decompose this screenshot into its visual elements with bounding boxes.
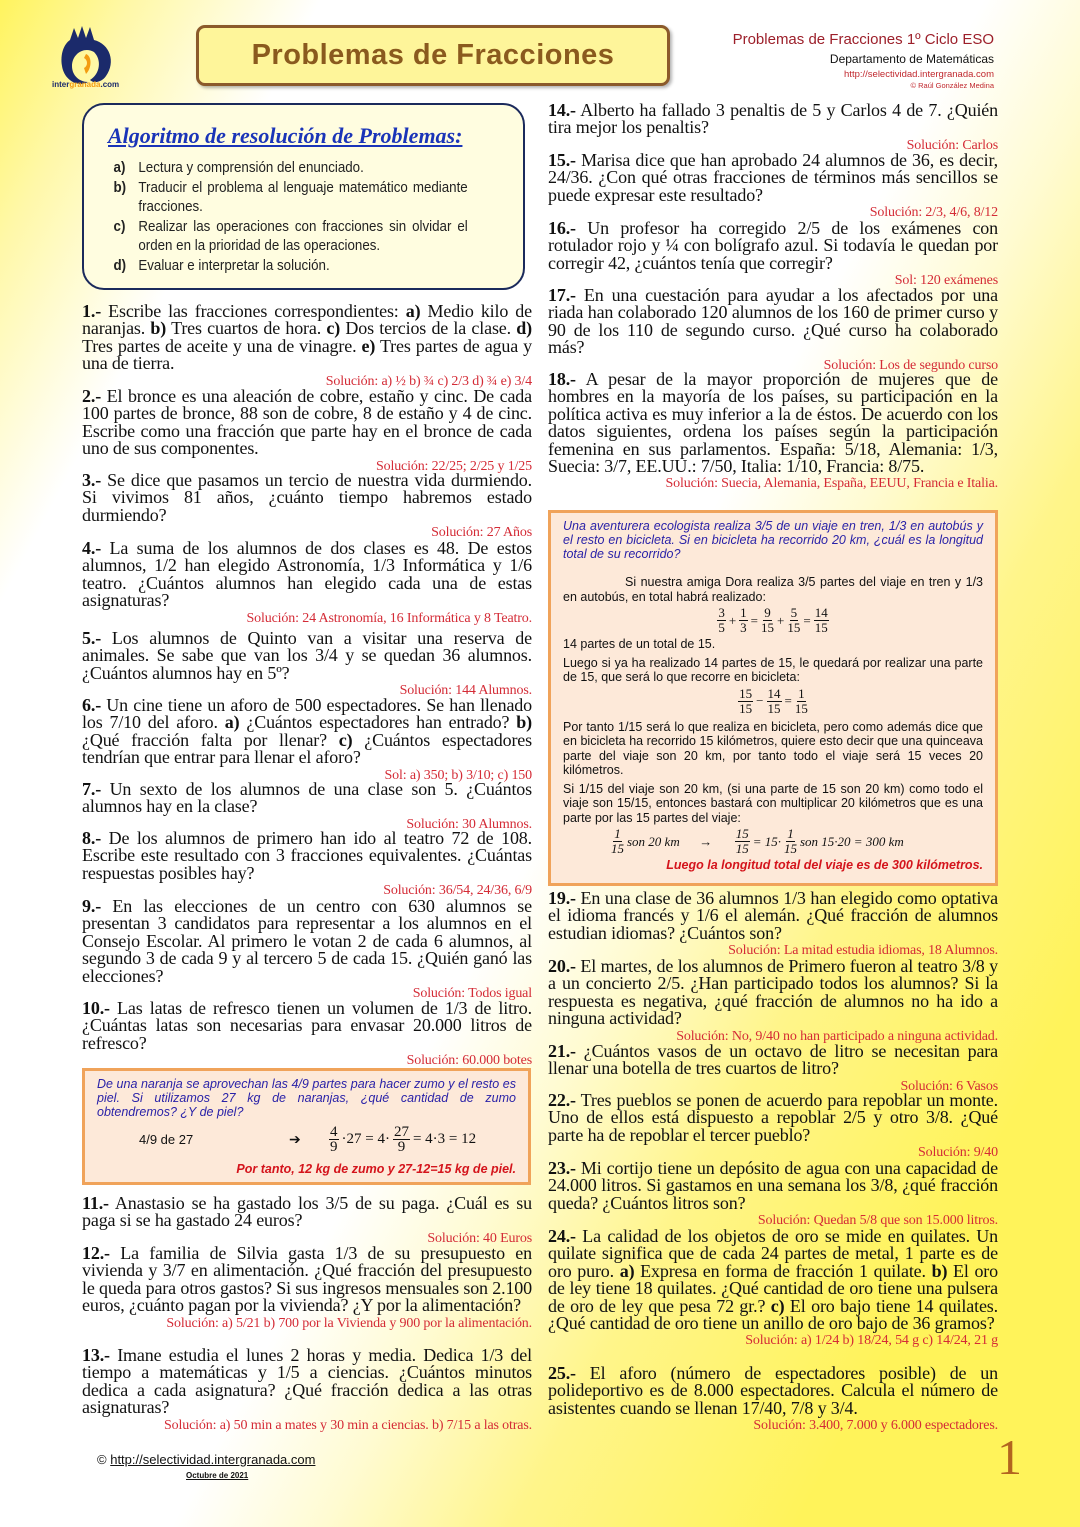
fraction <box>329 1125 339 1154</box>
part-label: a) <box>405 301 421 321</box>
problem-11 <box>82 1195 532 1246</box>
part-label: d) <box>516 318 532 339</box>
problem-21 <box>548 1043 998 1094</box>
example-paragraph: Por tanto 1/15 será lo que realiza en bicicleta, pero como además dice que en bicicleta ha recorrido 15 kilómetros, quiere esto decir que una quinceava parte del viaje son 20 km, por tanto todo el viaje será 15 veces 20 kilómetros. <box>563 719 983 777</box>
numerator: 3 <box>718 605 725 620</box>
problem-number: 16.- <box>548 218 576 238</box>
solution: Solución: a) 5/21 b) 700 por la Vivienda y 900 por la alimentación. <box>166 1315 532 1331</box>
solution: Solución: 24 Astronomía, 16 Informática y 8 Teatro. <box>246 610 532 626</box>
problem-text: Alberto ha fallado 3 penaltis de 5 y Carlos 4 de 7. ¿Quién tira mejor los penaltis? <box>548 100 998 138</box>
solution: Solución: Suecia, Alemania, España, EEUU, Francia e Italia. <box>665 476 998 492</box>
problem-number: 7.- <box>82 779 102 799</box>
fraction <box>795 687 808 716</box>
solution: Solución: 2/3, 4/6, 8/12 <box>869 205 998 221</box>
numerator: 1 <box>787 826 794 841</box>
fraction <box>717 606 726 635</box>
problem-text: Dos tercios de la clase. <box>340 318 517 339</box>
problem-13 <box>82 1347 532 1433</box>
problem-text: En una cuestación para ayudar a los afectados por una riada han colaborado 120 alumnos de los 160 de primer curso y 90 de los 110 de segundo curso. ¿Qué curso ha colaborado más? <box>548 285 998 358</box>
title-banner <box>196 25 670 86</box>
solution: Solución: 40 Euros <box>427 1230 532 1246</box>
denominator: 15 <box>794 700 808 716</box>
problem-text: Medio kilo de naranjas. <box>82 301 532 339</box>
math-operator: = <box>803 612 811 628</box>
solution: Solución: Los de segundo curso <box>823 357 998 373</box>
problem-9 <box>82 898 532 1001</box>
problem-text: Las latas de refresco tienen un volumen de 1/3 de litro. ¿Cuántas latas son necesarias para envasar 20.000 litros de refresco? <box>82 998 532 1053</box>
solution: Solución: 9/40 <box>918 1145 998 1161</box>
algorithm-step <box>108 159 468 179</box>
problem-number: 24.- <box>548 1226 576 1246</box>
problem-number: 8.- <box>82 828 102 848</box>
algorithm-box <box>82 103 525 290</box>
denominator: 15 <box>761 620 774 635</box>
math-operator: + <box>777 612 785 628</box>
problem-text: Mi cortijo tiene un depósito de agua con una capacidad de 24.000 litros. Si gastamos en una semana los 3/8, ¿qué fracción queda? ¿Cuántos litros son? <box>548 1158 998 1213</box>
part-label: a) <box>619 1260 635 1281</box>
problem-text: Tres partes de agua y una de tierra. <box>82 335 533 374</box>
problem-22 <box>548 1092 998 1160</box>
problem-number: 19.- <box>548 888 576 908</box>
part-label: c) <box>326 318 341 339</box>
header-author: © Raúl González Medina <box>910 81 994 90</box>
problem-number: 22.- <box>548 1090 576 1110</box>
solution: Sol: a) 350; b) 3/10; c) 150 <box>384 767 532 783</box>
problem-number: 2.- <box>82 386 102 406</box>
header-department: Departamento de Matemáticas <box>829 52 994 66</box>
fraction <box>787 606 800 635</box>
denominator: 3 <box>740 620 747 635</box>
example-math <box>611 827 983 856</box>
problem-text: En una clase de 36 alumnos 1/3 han elegido como optativa el idioma francés y 1/6 el alemán. ¿Qué fracción de alumnos estudian idiomas? ¿Cuántos son? <box>548 888 998 943</box>
problem-number: 23.- <box>548 1158 576 1178</box>
problem-number: 15.- <box>548 150 576 170</box>
math-operator: son 15·20 = 300 km <box>800 833 904 849</box>
problem-number: 20.- <box>548 956 576 976</box>
page-title: Problemas de Fracciones <box>251 39 615 71</box>
problem-18 <box>548 371 998 491</box>
problem-text: El bronce es una aleación de cobre, estaño y cinc. De cada 100 partes de bronce, 88 son de cobre, 8 de estaño y 4 de cinc. Escribe como una fracción que parte hay en el bronce de cada uno de sus componentes. <box>82 386 532 459</box>
example-math <box>563 606 983 635</box>
problem-number: 21.- <box>548 1041 576 1061</box>
problem-number: 4.- <box>82 538 102 558</box>
example-paragraph: Si nuestra amiga Dora realiza 3/5 partes del viaje en tren y 1/3 en autobús, en total habrá realizado: <box>563 575 983 604</box>
example-result: Luego la longitud total del viaje es de 300 kilómetros. <box>666 858 983 872</box>
problem-number: 12.- <box>82 1243 110 1263</box>
example-math <box>329 1125 476 1154</box>
example-math <box>563 687 983 716</box>
algorithm-step <box>108 257 468 277</box>
problem-number: 17.- <box>548 285 576 305</box>
header-url[interactable]: http://selectividad.intergranada.com <box>844 69 994 80</box>
solution: Solución: Quedan 5/8 que son 15.000 litros. <box>757 1213 998 1229</box>
problem-text: ¿Cuántos vasos de un octavo de litro se necesitan para llenar una botella de tres cuartos de litro? <box>548 1041 998 1079</box>
step-text: Traducir el problema al lenguaje matemático mediante fracciones. <box>138 179 468 215</box>
problem-6 <box>82 697 532 783</box>
solution: Solución: 27 Años <box>431 525 532 541</box>
problem-14 <box>548 102 998 153</box>
problem-number: 11.- <box>82 1193 109 1213</box>
solution: Solución: 3.400, 7.000 y 6.000 espectadores. <box>753 1418 998 1434</box>
denominator: 9 <box>330 1139 338 1155</box>
problem-text: Expresa en forma de fracción 1 quilate. <box>634 1260 932 1281</box>
problem-8 <box>82 830 532 898</box>
math-operator: = <box>784 693 792 708</box>
denominator: 5 <box>718 620 725 635</box>
footer-link[interactable]: © http://selectividad.intergranada.com <box>97 1452 316 1467</box>
problem-17 <box>548 287 998 373</box>
problem-number: 6.- <box>82 695 102 715</box>
fraction <box>784 827 797 856</box>
numerator: 14 <box>767 685 781 701</box>
solution: Solución: a) ½ b) ¾ c) 2/3 d) ¾ e) 3/4 <box>325 373 532 389</box>
problem-number: 5.- <box>82 628 102 648</box>
example-trip-box <box>548 510 998 886</box>
numerator: 15 <box>739 685 753 701</box>
solution: Solución: 30 Alumnos. <box>406 816 532 832</box>
solution: Solución: Todos igual <box>412 986 532 1002</box>
problem-15 <box>548 152 998 220</box>
problem-number: 3.- <box>82 470 102 490</box>
fraction <box>735 827 750 856</box>
problem-text: Tres cuartos de hora. <box>166 318 327 339</box>
problem-number: 13.- <box>82 1345 110 1365</box>
problem-1 <box>82 303 532 389</box>
problem-12 <box>82 1245 532 1331</box>
part-label: c) <box>338 729 353 750</box>
problem-20 <box>548 958 998 1044</box>
denominator: 9 <box>397 1139 406 1155</box>
problem-24 <box>548 1228 998 1348</box>
fraction <box>739 606 748 635</box>
problem-text: De los alumnos de primero han ido al teatro 72 de 108. Escribe este resultado con 3 fracciones equivalentes. ¿Cuántas respuestas posibles hay? <box>82 828 532 883</box>
math-operator: son 20 km → <box>627 833 732 849</box>
denominator: 15 <box>767 700 781 716</box>
math-operator: + <box>728 612 737 628</box>
solution: Solución: 144 Alumnos. <box>399 683 532 699</box>
problem-number: 9.- <box>82 896 102 916</box>
problem-7 <box>82 781 532 832</box>
example-question: Una aventurera ecologista realiza 3/5 de un viaje en tren, 1/3 en autobús y el resto en bicicleta. Si en bicicleta ha recorrido 20 km, ¿cuál es la longitud total de su recorrido? <box>563 519 983 561</box>
solution: Solución: Carlos <box>906 137 998 153</box>
problem-text: Un profesor ha corregido 2/5 de los exámenes con rotulador rojo y ¼ con bolígrafo azul. Si todavía le quedan por corregir 42, ¿cuántos tenía que corregir? <box>548 218 998 273</box>
problem-10 <box>82 1000 532 1068</box>
denominator: 15 <box>739 700 753 716</box>
problem-text: La suma de los alumnos de dos clases es 48. De estos alumnos, 1/2 han elegido Astronomía, 1/3 Informática y 1/6 teatro. ¿Cuántos alumnos han elegido cada una de estas asignaturas? <box>82 538 532 611</box>
step-letter: d) <box>113 257 127 274</box>
solution: Solución: 60.000 botes <box>406 1053 532 1069</box>
solution: Sol: 120 exámenes <box>894 273 998 289</box>
example-expression: 4/9 de 27 <box>139 1132 194 1147</box>
denominator: 15 <box>814 620 828 635</box>
step-text: Lectura y comprensión del enunciado. <box>138 160 364 176</box>
denominator: 15 <box>735 841 749 856</box>
problem-number: 14.- <box>548 100 576 120</box>
problem-text: Imane estudia el lunes 2 horas y media. Dedica 1/3 del tiempo a matemáticas y 1/5 a ciencias. ¿Cuántos minutos dedica a cada asignatura? ¿Qué fracción dedica a las otras asignaturas? <box>82 1345 532 1418</box>
solution: Solución: 6 Vasos <box>900 1078 998 1094</box>
problem-number: 1.- <box>82 301 102 321</box>
numerator: 5 <box>790 605 798 620</box>
example-result: Por tanto, 12 kg de zumo y 27-12=15 kg de piel. <box>236 1162 516 1176</box>
numerator: 1 <box>614 826 621 841</box>
solution: Solución: No, 9/40 no han participado a ninguna actividad. <box>676 1028 998 1044</box>
problem-text: Un cine tiene un aforo de 500 espectadores. Se han llenado los 7/10 del aforo. <box>82 695 532 733</box>
problem-text: Anastasio se ha gastado los 3/5 de su paga. ¿Cuál es su paga si se ha gastado 24 euros? <box>82 1193 532 1231</box>
footer-date: Octubre de 2021 <box>186 1471 249 1480</box>
arrow-icon: ➔ <box>289 1131 301 1147</box>
step-text: Evaluar e interpretar la solución. <box>138 257 330 274</box>
fraction <box>611 827 624 856</box>
numerator: 14 <box>814 605 828 620</box>
problem-2 <box>82 388 532 474</box>
fraction <box>738 687 753 716</box>
problem-text: Escribe las fracciones correspondientes: <box>101 301 406 321</box>
problem-text: El aforo (número de espectadores posible) de un polideportivo es de 8.000 espectadores. Calcula el número de asistentes cuando se llenan 17/40, 7/8 y 3/4. <box>548 1363 998 1418</box>
problem-text: Los alumnos de Quinto van a visitar una reserva de animales. Se sabe que van los 3/4 y se quedan 36 alumnos. ¿Cuántos alumnos hay en 5º? <box>82 628 532 683</box>
numerator: 15 <box>735 826 749 841</box>
problem-text: La familia de Silvia gasta 1/3 de su presupuesto en vivienda y 3/7 en alimentación. ¿Qué fracción del presupuesto le queda para otros gastos? Si sus ingresos mensuales son 2.100 euros, ¿cuánto pagan por la vivienda? ¿Y por la alimentación? <box>82 1243 532 1316</box>
example-paragraph: Luego si ya ha realizado 14 partes de 15, le quedará por realizar una parte de 15, que será lo que recorre en bicicleta: <box>563 655 983 684</box>
problem-text: A pesar de la mayor proporción de mujeres que de hombres en la mayoría de los países, su participación en la política activa es muy inferior a la de éstos. De acuerdo con los datos siguientes, ordena los países según la participación femenina en sus parlamentos. España: 5/18, Alemania: 1/3, Suecia: 3/7, EE.UU.: 7/50, Italia: 1/10, Francia: 8/75. <box>548 369 998 477</box>
denominator: 15 <box>611 841 624 856</box>
problem-text: ¿Cuántos espectadores han entrado? <box>239 712 517 733</box>
problem-16 <box>548 220 998 288</box>
problem-text: El oro de ley tiene 18 quilates. ¿Qué cantidad de oro tiene una pulsera de oro de ley que pesa 72 gr.? <box>548 1260 998 1316</box>
numerator: 1 <box>740 605 747 620</box>
part-label: b) <box>150 318 167 339</box>
part-label: b) <box>931 1260 948 1281</box>
math-operator: = <box>750 612 758 628</box>
header-subtitle: Problemas de Fracciones 1º Ciclo ESO <box>732 31 994 48</box>
solution: Solución: a) 1/24 b) 18/24, 54 g c) 14/24, 21 g <box>745 1333 998 1349</box>
problem-text: ¿Cuántos espectadores tendrían que entrar para llenar el aforo? <box>82 729 532 768</box>
problem-text: Tres pueblos se ponen de acuerdo para repoblar un monte. Uno de ellos está dispuesto a repoblar 2/5 y otro 3/8. ¿Qué parte ha de repoblar el tercer pueblo? <box>548 1090 998 1145</box>
solution: Solución: a) 50 min a mates y 30 min a ciencias. b) 7/15 a las otras. <box>164 1417 532 1433</box>
math-operator: = 4·3 = 12 <box>412 1131 477 1147</box>
problem-number: 10.- <box>82 998 110 1018</box>
fraction <box>767 687 782 716</box>
problem-text: La calidad de los objetos de oro se mide en quilates. Un quilate significa que de cada 24 partes de metal, 1 parte es de oro puro. <box>548 1226 998 1281</box>
problem-text: El martes, de los alumnos de Primero fueron al teatro 3/8 y a un concierto 2/5. ¿Han participado todos los alumnos? Si la respuesta es negativa, ¿qué fracción de alumnos no ha ido a ninguna actividad? <box>548 956 998 1029</box>
math-operator: = 15· <box>752 833 781 849</box>
numerator: 4 <box>330 1124 338 1140</box>
example-paragraph: 14 partes de un total de 15. <box>563 637 716 651</box>
part-label: c) <box>770 1295 785 1316</box>
logo-text: intergranada.com <box>52 80 120 89</box>
numerator: 27 <box>393 1124 409 1140</box>
problem-4 <box>82 540 532 626</box>
numerator: 1 <box>798 685 805 701</box>
page-number: 1 <box>997 1429 1022 1485</box>
algorithm-step <box>108 179 468 218</box>
fraction <box>393 1125 410 1154</box>
problem-3 <box>82 472 532 540</box>
problem-text: En las elecciones de un centro con 630 alumnos se presentan 3 candidatos para representar a los alumnos en el Consejo Escolar. Al primero le votan 2 de cada 6 alumnos, al segundo 3 de cada 9 y al tercero 5 de cada 15. ¿Quién ganó las elecciones? <box>82 896 532 986</box>
fraction <box>761 606 774 635</box>
step-text: Realizar las operaciones con fracciones sin olvidar el orden en la prioridad de las operaciones. <box>138 218 468 254</box>
problem-text: Marisa dice que han aprobado 24 alumnos de 36, es decir, 24/36. ¿Con qué otras fracciones de términos más sencillos se puede expresar este resultado? <box>548 150 998 205</box>
solution: Solución: 22/25; 2/25 y 1/25 <box>375 458 532 474</box>
denominator: 15 <box>787 620 801 635</box>
step-letter: a) <box>113 160 126 176</box>
step-letter: c) <box>113 218 126 235</box>
math-operator: ·27 = 4· <box>341 1131 390 1147</box>
example-paragraph: Si 1/15 del viaje son 20 km, (si una parte de 15 son 20 km) como todo el viaje son 15/15, entonces bastará con multiplicar 20 kilómetros que es una parte por las 15 partes del viaje: <box>563 781 983 825</box>
algorithm-title: Algoritmo de resolución de Problemas: <box>108 123 463 148</box>
problem-text: El oro bajo tiene 14 quilates. ¿Qué cantidad de oro tiene un anillo de oro bajo de 36 gramos? <box>548 1295 998 1334</box>
problem-text: ¿Qué fracción falta por llenar? <box>82 729 339 750</box>
problem-text: Se dice que pasamos un tercio de nuestra vida durmiendo. Si vivimos 81 años, ¿cuánto tiempo habremos estado durmiendo? <box>82 470 532 525</box>
solution: Solución: La mitad estudia idiomas, 18 Alumnos. <box>728 943 998 959</box>
part-label: a) <box>224 712 240 733</box>
problem-number: 18.- <box>548 369 576 389</box>
problem-25 <box>548 1365 998 1433</box>
part-label: e) <box>361 335 376 356</box>
problem-23 <box>548 1160 998 1228</box>
problem-number: 25.- <box>548 1363 576 1383</box>
math-operator: − <box>756 693 764 708</box>
part-label: b) <box>516 712 532 733</box>
example-orange-box <box>82 1068 531 1185</box>
fraction <box>814 606 829 635</box>
numerator: 9 <box>764 605 771 620</box>
problem-19 <box>548 890 998 958</box>
denominator: 15 <box>784 841 797 856</box>
example-question: De una naranja se aprovechan las 4/9 partes para hacer zumo y el resto es piel. Si utilizamos 27 kg de naranjas, ¿qué cantidad de zumo obtendremos? ¿Y de piel? <box>97 1077 516 1119</box>
problem-5 <box>82 630 532 698</box>
problem-text: Un sexto de los alumnos de una clase son 5. ¿Cuántos alumnos hay en la clase? <box>82 779 532 817</box>
problem-text: Tres partes de aceite y una de vinagre. <box>82 335 362 356</box>
algorithm-step <box>108 218 468 257</box>
solution: Solución: 36/54, 24/36, 6/9 <box>383 883 532 899</box>
step-letter: b) <box>113 179 127 196</box>
